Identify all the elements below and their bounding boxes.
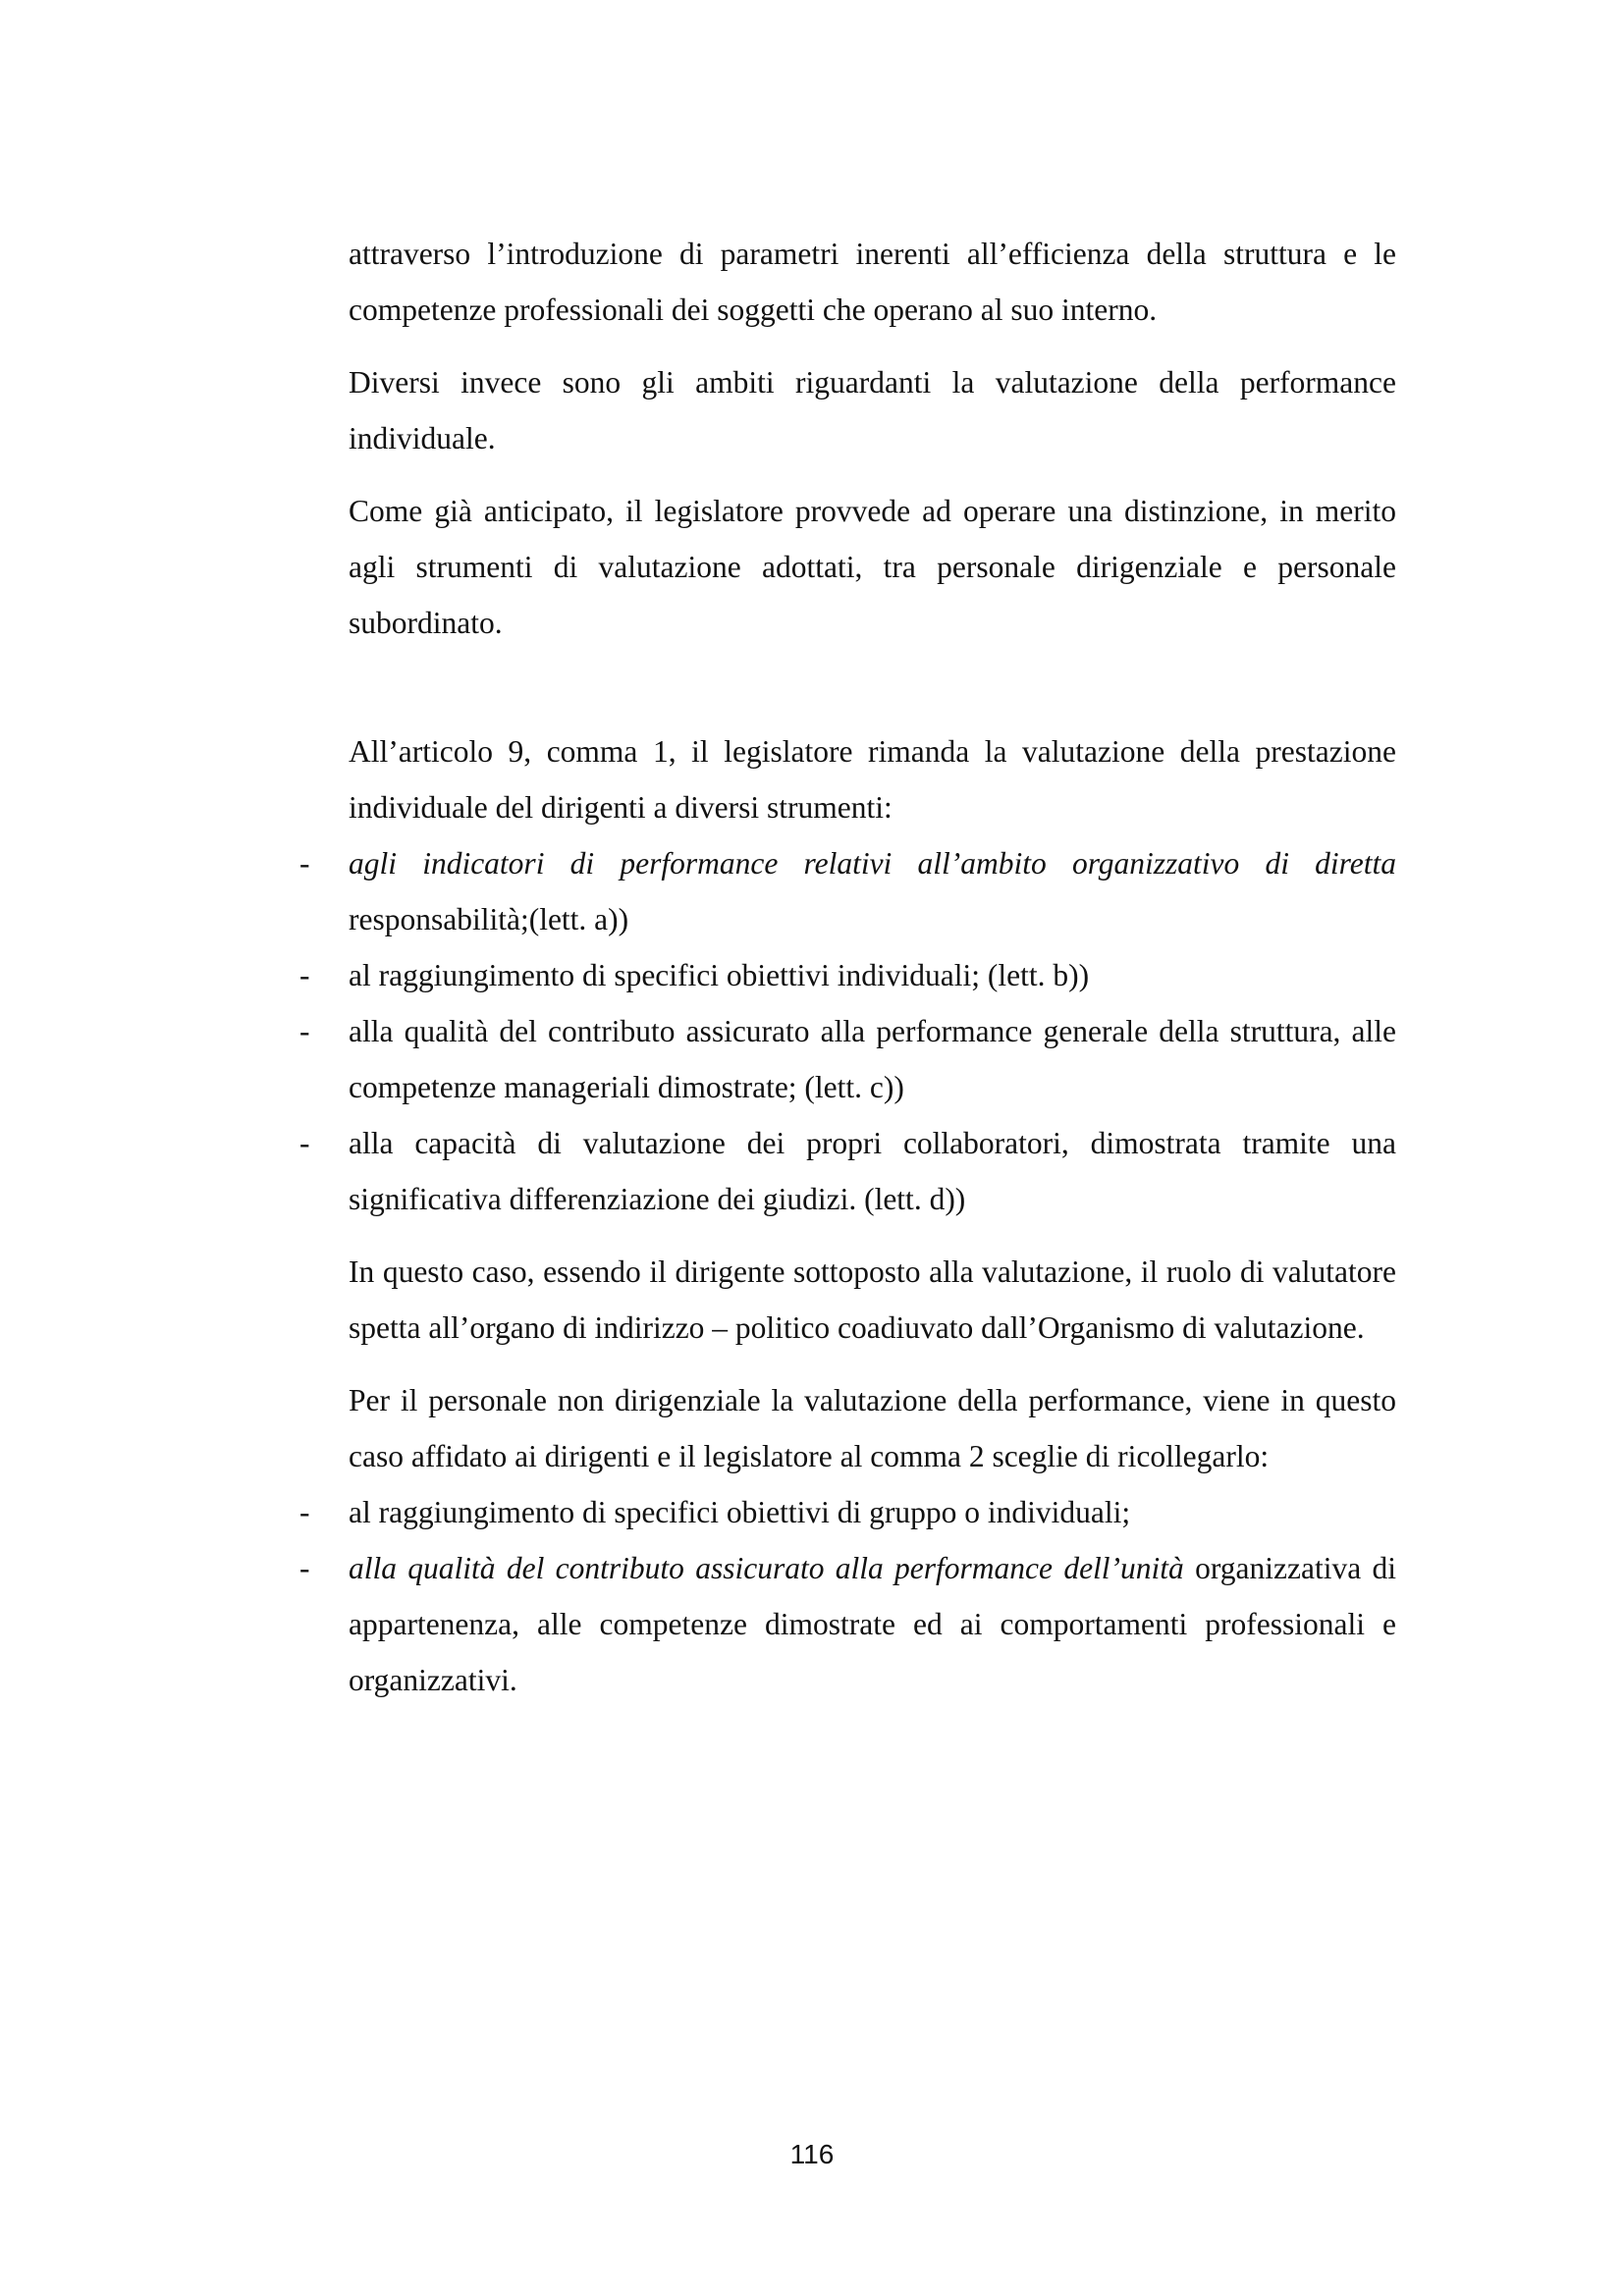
list-dash: - <box>299 846 310 881</box>
paragraph-4: All’articolo 9, comma 1, il legislatore rimanda la valutazione della prestazione individuale del dirigenti a diversi strumenti: <box>349 734 1396 825</box>
list-item <box>299 835 1396 947</box>
paragraph-1: attraverso l’introduzione di parametri inerenti all’efficienza della struttura e le competenze professionali dei soggetti che operano al suo interno. <box>349 237 1396 327</box>
paragraph-2: Diversi invece sono gli ambiti riguardanti la valutazione della performance individuale. <box>349 365 1396 455</box>
list-item-italic-text: agli indicatori di performance relativi all’ambito organizzativo di diretta <box>349 846 1396 881</box>
list-item-text: alla qualità del contributo assicurato alla performance generale della struttura, alle competenze manageriali dimostrate; (lett. c)) <box>349 1014 1396 1104</box>
list-dash: - <box>299 1551 310 1585</box>
list-item <box>299 1003 1396 1115</box>
page-number: 116 <box>789 2139 835 2169</box>
list-dash: - <box>299 1014 310 1048</box>
body-text <box>299 226 1396 1708</box>
paragraph-3: Come già anticipato, il legislatore provvede ad operare una distinzione, in merito agli strumenti di valutazione adottati, tra personale dirigenziale e personale subordinato. <box>349 494 1396 640</box>
list-item-text: responsabilità;(lett. a)) <box>349 902 629 936</box>
list-item-text: alla capacità di valutazione dei propri collaboratori, dimostrata tramite una significativa differenziazione dei giudizi. (lett. d)) <box>349 1126 1396 1216</box>
list-item <box>299 1540 1396 1708</box>
list-dirigenti <box>299 835 1396 1227</box>
paragraph-5: In questo caso, essendo il dirigente sottoposto alla valutazione, il ruolo di valutatore spetta all’organo di indirizzo – politico coadiuvato dall’Organismo di valutazione. <box>349 1255 1396 1345</box>
list-item-text: al raggiungimento di specifici obiettivi individuali; (lett. b)) <box>349 958 1090 992</box>
list-dash: - <box>299 1126 310 1160</box>
list-item <box>299 947 1396 1003</box>
list-item-text: organizzativa di appartenenza, alle competenze dimostrate ed ai comportamenti professionali e organizzativi. <box>349 1551 1396 1697</box>
paragraph-6: Per il personale non dirigenziale la valutazione della performance, viene in questo caso affidato ai dirigenti e il legislatore al comma 2 sceglie di ricollegarlo: <box>349 1383 1396 1473</box>
list-item-italic-text: alla qualità del contributo assicurato alla performance dell’unità <box>349 1551 1184 1585</box>
list-item-text: al raggiungimento di specifici obiettivi di gruppo o individuali; <box>349 1495 1131 1529</box>
list-non-dirigenti <box>299 1484 1396 1708</box>
list-dash: - <box>299 1495 310 1529</box>
list-dash: - <box>299 958 310 992</box>
list-item <box>299 1484 1396 1540</box>
list-item <box>299 1115 1396 1227</box>
